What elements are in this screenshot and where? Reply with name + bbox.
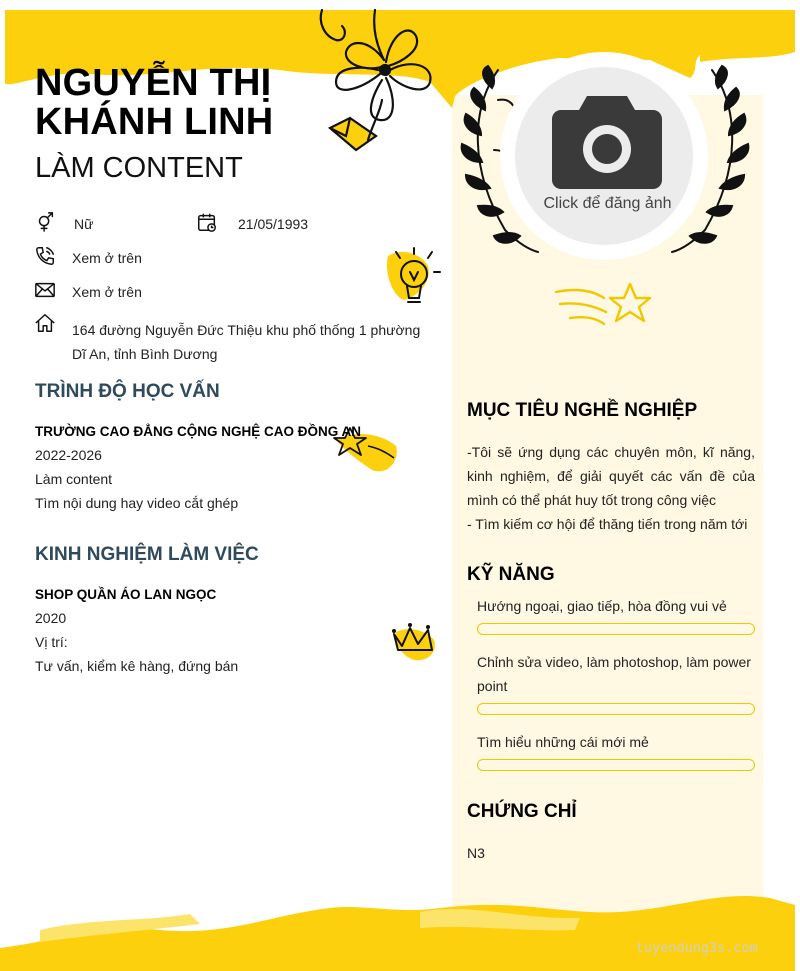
skill-bar-2 <box>477 703 755 715</box>
education-description[interactable]: Tìm nội dung hay video cắt ghép <box>35 495 239 511</box>
camera-icon[interactable] <box>551 94 663 190</box>
address-value[interactable]: 164 đường Nguyễn Đức Thiệu khu phố thống 1 phường Dĩ An, tỉnh Bình Dương <box>72 322 421 362</box>
education-heading[interactable]: TRÌNH ĐỘ HỌC VẤN <box>35 381 220 402</box>
phone-value[interactable]: Xem ở trên <box>72 250 142 266</box>
education-period[interactable]: 2022-2026 <box>35 447 102 463</box>
birthday-value[interactable]: 21/05/1993 <box>238 216 309 232</box>
email-icon <box>34 279 56 301</box>
certificates-heading[interactable]: CHỨNG CHỈ <box>467 801 577 822</box>
gender-icon <box>34 211 56 233</box>
home-icon <box>34 312 56 334</box>
experience-description[interactable]: Tư vấn, kiểm kê hàng, đứng bán <box>35 658 239 674</box>
skill-bar-3 <box>477 759 755 771</box>
calendar-icon <box>196 211 218 233</box>
objective-text-1[interactable]: -Tôi sẽ ứng dụng các chuyên môn, kĩ năng, kinh nghiệm, để giải quyết các vấn đề của mình có thể phát huy tốt trong công việc <box>467 444 755 508</box>
experience-position-label[interactable]: Vị trí: <box>35 634 68 650</box>
phone-icon <box>34 245 56 267</box>
skill-item-2[interactable]: Chỉnh sửa video, làm photoshop, làm power point <box>477 654 751 694</box>
email-value[interactable]: Xem ở trên <box>72 284 142 300</box>
skill-item-3[interactable]: Tìm hiểu những cái mới mẻ <box>477 734 649 750</box>
experience-year[interactable]: 2020 <box>35 610 67 626</box>
skill-bar-1 <box>477 623 755 635</box>
objective-text-2[interactable]: - Tìm kiếm cơ hội để thăng tiến trong năm tới <box>467 516 748 532</box>
experience-company[interactable]: SHOP QUẦN ÁO LAN NGỌC <box>35 587 217 602</box>
avatar-upload-label[interactable]: Click để đăng ảnh <box>543 195 672 212</box>
skill-item-1[interactable]: Hướng ngoại, giao tiếp, hòa đồng vui vẻ <box>477 598 727 614</box>
job-title[interactable]: LÀM CONTENT <box>35 152 243 184</box>
education-major[interactable]: Làm content <box>35 471 113 487</box>
skills-heading[interactable]: KỸ NĂNG <box>467 564 555 585</box>
experience-heading[interactable]: KINH NGHIỆM LÀM VIỆC <box>35 544 259 565</box>
education-school[interactable]: TRƯỜNG CAO ĐẲNG CỘNG NGHỆ CAO ĐỒNG AN <box>35 424 361 439</box>
certificate-value[interactable]: N3 <box>467 845 485 861</box>
candidate-name[interactable]: NGUYỄN THỊ KHÁNH LINH <box>35 62 274 143</box>
watermark: tuyendung3s.com <box>636 941 758 956</box>
lightbulb-doodle <box>387 248 440 302</box>
objective-heading[interactable]: MỤC TIÊU NGHỀ NGHIỆP <box>467 400 698 421</box>
gender-value[interactable]: Nữ <box>74 216 94 232</box>
